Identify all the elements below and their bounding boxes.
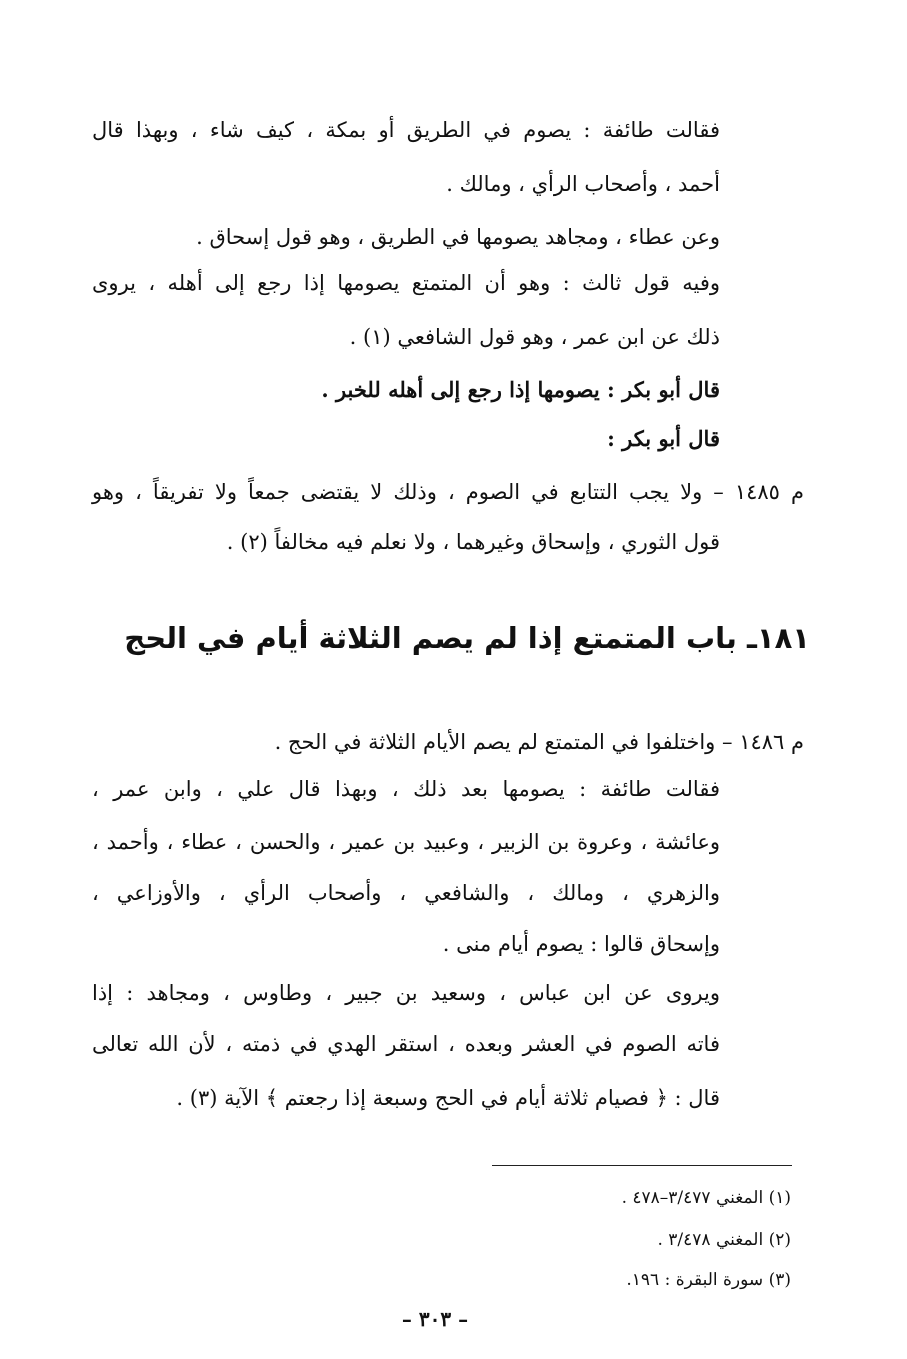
body-line-1: فقالت طائفة : يصوم في الطريق أو بمكة ، كيف شاء ، وبهذا قال [92, 118, 720, 142]
footnote-divider [492, 1165, 792, 1166]
section-line-6: ويروى عن ابن عباس ، وسعيد بن جبير ، وطاوس ، ومجاهد : إذا [92, 981, 720, 1005]
section-line-2: فقالت طائفة : يصومها بعد ذلك ، وبهذا قال علي ، وابن عمر ، [92, 777, 720, 801]
body-line-5: ذلك عن ابن عمر ، وهو قول الشافعي (١) . [349, 325, 720, 349]
section-line-7: فاته الصوم في العشر وبعده ، استقر الهدي في ذمته ، لأن الله تعالى [92, 1032, 720, 1056]
footnote-2: (٢) المغني ٣/٤٧٨ . [657, 1230, 791, 1250]
page-number: – ٣٠٣ – [401, 1307, 469, 1331]
body-line-9: قول الثوري ، وإسحاق وغيرهما ، ولا نعلم فيه مخالفاً (٢) . [226, 530, 720, 554]
section-line-4: والزهري ، ومالك ، والشافعي ، وأصحاب الرأي ، والأوزاعي ، [92, 881, 720, 905]
footnote-1: (١) المغني ٣/٤٧٧–٤٧٨ . [621, 1188, 791, 1208]
section-line-5: وإسحاق قالوا : يصوم أيام منى . [442, 932, 720, 956]
masala-1485-line: م ١٤٨٥ – ولا يجب التتابع في الصوم ، وذلك لا يقتضى جمعاً ولا تفريقاً ، وهو [92, 480, 804, 504]
footnote-3: (٣) سورة البقرة : ١٩٦. [626, 1270, 791, 1290]
masala-1486-line: م ١٤٨٦ – واختلفوا في المتمتع لم يصم الأيام الثلاثة في الحج . [274, 730, 804, 754]
section-title: ١٨١ـ باب المتمتع إذا لم يصم الثلاثة أيام في الحج [124, 621, 810, 655]
abu-bakr-line-1: قال أبو بكر : يصومها إذا رجع إلى أهله للخبر . [321, 377, 720, 402]
section-line-8: قال : ﴿ فصيام ثلاثة أيام في الحج وسبعة إذا رجعتم ﴾ الآية (٣) . [176, 1086, 720, 1110]
body-line-3: وعن عطاء ، ومجاهد يصومها في الطريق ، وهو قول إسحاق . [196, 225, 720, 249]
section-line-3: وعائشة ، وعروة بن الزبير ، وعبيد بن عمير ، والحسن ، عطاء ، وأحمد ، [92, 830, 720, 854]
body-line-4: وفيه قول ثالث : وهو أن المتمتع يصومها إذا رجع إلى أهله ، يروى [92, 271, 720, 295]
body-line-2: أحمد ، وأصحاب الرأي ، ومالك . [446, 172, 720, 196]
abu-bakr-line-2: قال أبو بكر : [607, 426, 720, 451]
